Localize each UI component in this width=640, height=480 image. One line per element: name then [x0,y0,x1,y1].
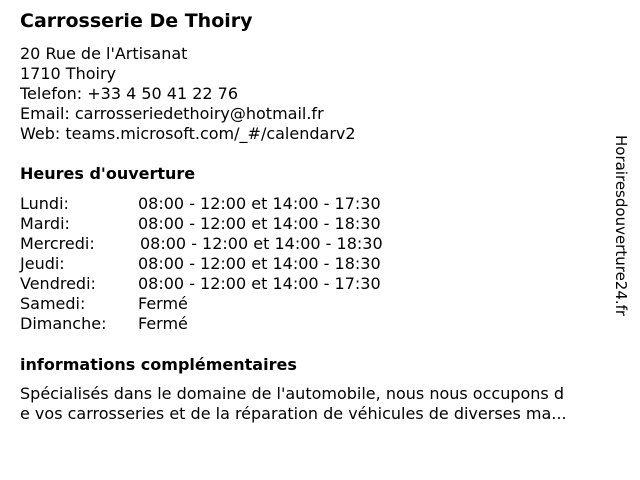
phone-line: Telefon: +33 4 50 41 22 76 [20,84,239,103]
web-line: Web: teams.microsoft.com/_#/calendarv2 [20,124,356,143]
day-label: Vendredi: [20,274,96,293]
description-line-2: e vos carrosseries et de la réparation de véhicules de diverses ma... [20,404,567,423]
day-label: Lundi: [20,194,69,213]
additional-info-heading: informations complémentaires [20,355,297,374]
day-label: Jeudi: [20,254,65,273]
hours-value: Fermé [138,314,188,333]
description-text [20,384,615,424]
hours-value: 08:00 - 12:00 et 14:00 - 18:30 [138,254,381,273]
address-line-2: 1710 Thoiry [20,64,116,83]
address-line-1: 20 Rue de l'Artisanat [20,44,188,63]
opening-hours-heading: Heures d'ouverture [20,164,196,183]
email-line: Email: carrosseriedethoiry@hotmail.fr [20,104,324,123]
hours-value: 08:00 - 12:00 et 14:00 - 17:30 [138,194,381,213]
day-label: Mercredi: [20,234,95,253]
business-name: Carrosserie De Thoiry [20,10,253,32]
day-label: Samedi: [20,294,86,313]
day-label: Dimanche: [20,314,107,333]
description-line-1: Spécialisés dans le domaine de l'automobile, nous nous occupons d [20,384,564,403]
site-watermark: Horairesdouverture24.fr [612,135,630,317]
hours-value: 08:00 - 12:00 et 14:00 - 18:30 [140,234,383,253]
hours-value: 08:00 - 12:00 et 14:00 - 18:30 [138,214,381,233]
hours-value: 08:00 - 12:00 et 14:00 - 17:30 [138,274,381,293]
hours-value: Fermé [138,294,188,313]
day-label: Mardi: [20,214,70,233]
